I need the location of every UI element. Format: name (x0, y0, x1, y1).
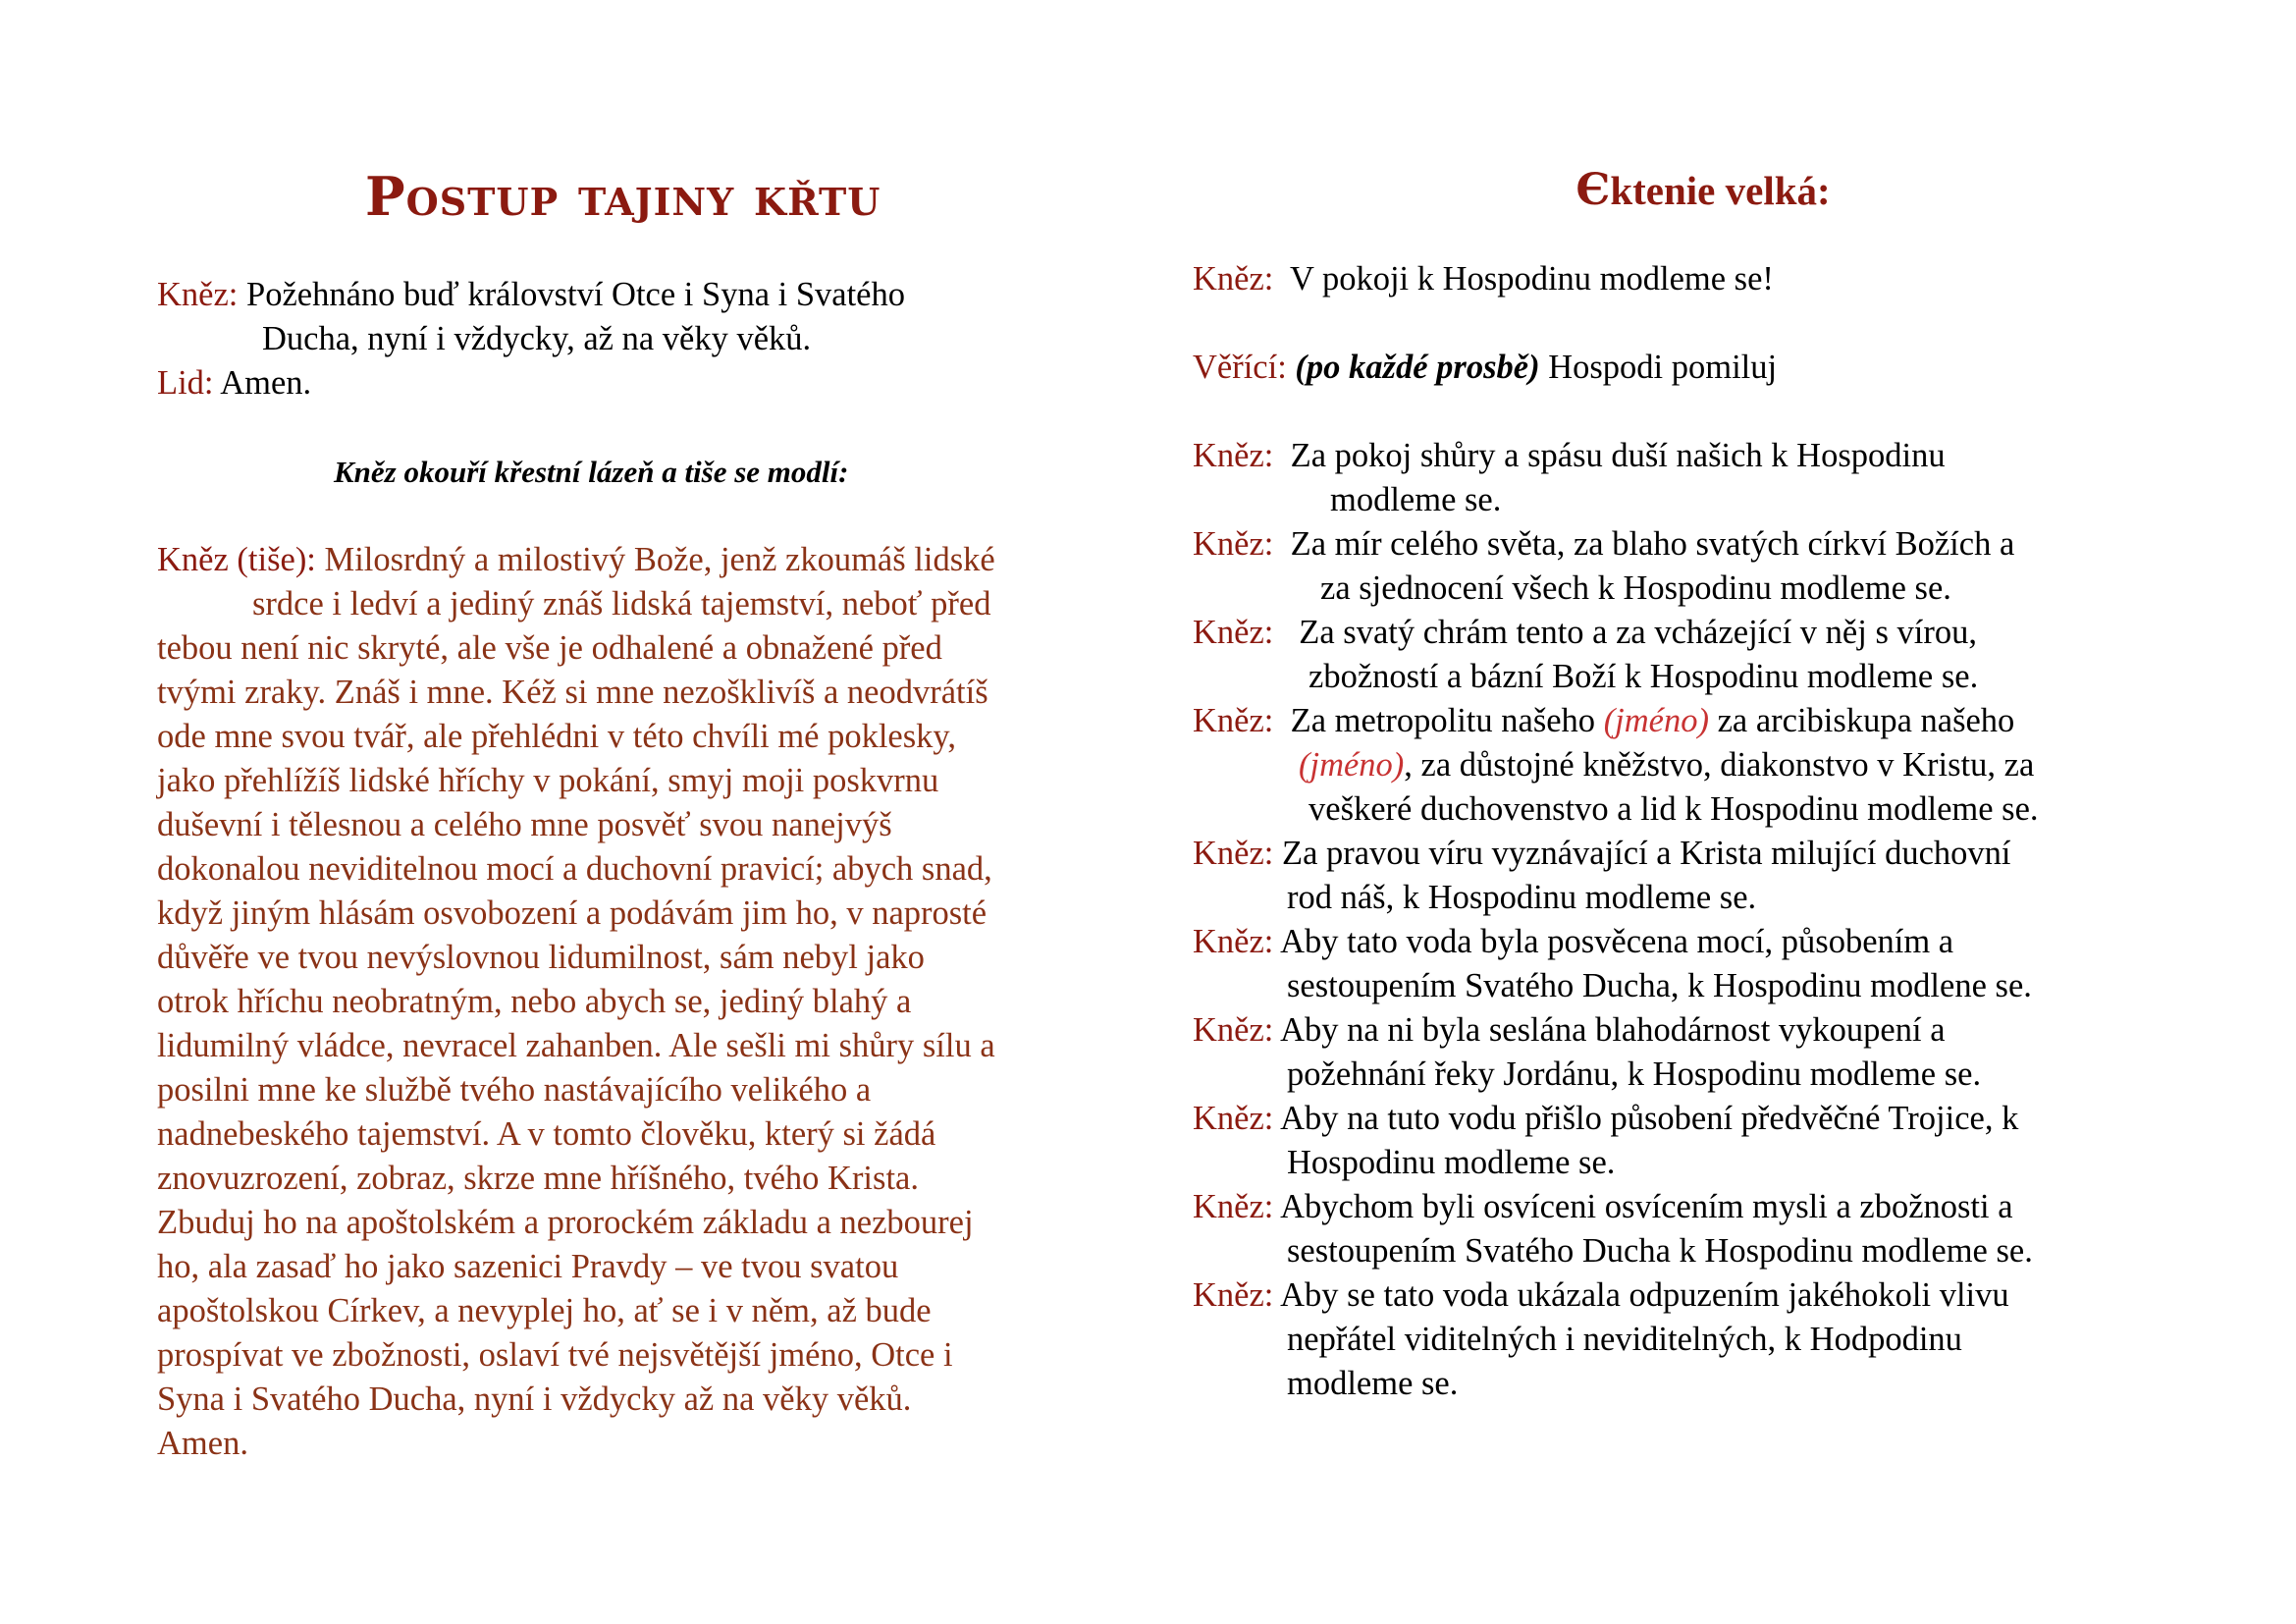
petition-line: Hospodinu modleme se. (1287, 1144, 1616, 1181)
faithful-rubric: (po každé prosbě) (1295, 349, 1540, 386)
speaker-label: Kněz: (1193, 437, 1274, 474)
petition-line (1193, 1008, 1946, 1053)
petition-text: Aby na ni byla seslána blahodárnost vykoupení a (1280, 1011, 1946, 1049)
petition-line: modleme se. (1330, 481, 1502, 518)
petition-line (1193, 920, 1953, 964)
petition-text: Za metropolitu našeho (1290, 702, 1596, 739)
petition-line: veškeré duchovenstvo a lid k Hospodinu modleme se. (1308, 790, 2039, 828)
opening-line-2: Ducha, nyní i vždycky, až na věky věků. (262, 320, 812, 357)
prayer-line: jako přehlížíš lidské hříchy v pokání, smyj moji poskvrnu (157, 762, 939, 799)
speaker-label: Kněz: (1193, 835, 1274, 872)
petition-line: zbožností a bázní Boží k Hospodinu modleme se. (1308, 658, 1979, 695)
prayer-line: Syna i Svatého Ducha, nyní i vždycky až na věky věků. (157, 1380, 912, 1418)
petition-text: Aby tato voda byla posvěcena mocí, působením a (1280, 923, 1954, 960)
prayer-line: nadnebeského tajemství. A v tomto člověku, který si žádá (157, 1115, 936, 1153)
petition-line (1193, 522, 2014, 567)
speaker-label: Lid: (157, 364, 214, 402)
speaker-label: Kněz: (1193, 1011, 1274, 1049)
petition-text: Za mír celého světa, za blaho svatých církví Božích a (1290, 525, 2015, 563)
intro-line (1193, 257, 1774, 301)
speaker-label: Kněz: (1193, 702, 1274, 739)
petition-line: sestoupením Svatého Ducha, k Hospodinu modlene se. (1287, 967, 2032, 1004)
faithful-response-line (1193, 346, 1777, 390)
petition-text: za arcibiskupa našeho (1717, 702, 2015, 739)
opening-line-1 (157, 273, 905, 317)
name-rubric: (jméno) (1299, 746, 1405, 784)
intro-text: V pokoji k Hospodinu modleme se! (1290, 260, 1774, 298)
prayer-line: apoštolskou Církev, a nevyplej ho, ať se i v něm, až bude (157, 1292, 932, 1329)
speaker-label: Kněz: (1193, 1100, 1274, 1137)
prayer-line: Amen. (157, 1425, 248, 1462)
petition-line: modleme se. (1287, 1365, 1459, 1402)
prayer-line: když jiným hlásám osvobození a podávám jim ho, v naprosté (157, 894, 988, 932)
petition-text: Za svatý chrám tento a za vcházející v něj s vírou, (1299, 614, 1977, 651)
petition-text: Za pokoj shůry a spásu duší našich k Hospodinu (1290, 437, 1946, 474)
petition-line: za sjednocení všech k Hospodinu modleme se. (1320, 569, 1951, 607)
ektenie-title (1448, 165, 1958, 215)
ektenie-title-initial: Є (1575, 165, 1611, 215)
prayer-line: ode mne svou tvář, ale přehlédni v této chvíli mé poklesky, (157, 718, 957, 755)
prayer-line: otrok hříchu neobratným, nebo abych se, jediný blahý a (157, 983, 912, 1020)
speaker-label: Kněz: (1193, 260, 1274, 298)
speaker-label: Věřící: (1193, 349, 1287, 386)
prayer-line: posilni mne ke službě tvého nastávajícího velikého a (157, 1071, 872, 1109)
petition-line: sestoupením Svatého Ducha k Hospodinu modleme se. (1287, 1232, 2033, 1270)
response-text: Amen. (220, 364, 312, 402)
petition-text: Aby se tato voda ukázala odpuzením jakéhokoli vlivu (1280, 1276, 2009, 1314)
petition-line (1193, 434, 1946, 478)
rubric-heading: Kněz okouří křestní lázeň a tiše se modlí: (334, 455, 849, 489)
ektenie-title-text: ktenie velká: (1610, 168, 1831, 213)
prayer-text: Milosrdný a milostivý Bože, jenž zkoumáš lidské (324, 541, 995, 578)
opening-text: Požehnáno buď království Otce i Syna i Svatého (246, 276, 905, 313)
speaker-label: Kněz: (1193, 1276, 1274, 1314)
petition-text: Aby na tuto vodu přišlo působení předvěčné Trojice, k (1280, 1100, 2019, 1137)
prayer-line: prospívat ve zbožnosti, oslaví tvé nejsvětější jméno, Otce i (157, 1336, 953, 1374)
page-title: Postup tajiny křtu (365, 165, 881, 228)
petition-line (1193, 1185, 2013, 1229)
prayer-line: znovuzrození, zobraz, skrze mne hříšného, tvého Krista. (157, 1160, 919, 1197)
prayer-line: duševní i tělesnou a celého mne posvěť svou nanejvýš (157, 806, 892, 843)
prayer-line: tebou není nic skryté, ale vše je odhalené a obnažené před (157, 629, 942, 667)
prayer-line: srdce i ledví a jediný znáš lidská tajemství, neboť před (252, 585, 991, 623)
speaker-label: Kněz: (1193, 525, 1274, 563)
response-line (157, 361, 311, 406)
petition-line (1299, 743, 2034, 787)
faithful-text: Hospodi pomiluj (1548, 349, 1778, 386)
petition-line (1193, 1273, 2009, 1318)
speaker-label: Kněz: (1193, 923, 1274, 960)
petition-line (1193, 1097, 2018, 1141)
prayer-line: tvými zraky. Znáš i mne. Kéž si mne nezošklivíš a neodvrátíš (157, 674, 988, 711)
prayer-line: ho, ala zasaď ho jako sazenici Pravdy – ve tvou svatou (157, 1248, 899, 1285)
petition-text: Abychom byli osvíceni osvícením mysli a zbožnosti a (1280, 1188, 2013, 1225)
petition-line (1193, 832, 2011, 876)
prayer-line (157, 538, 995, 582)
prayer-line: dokonalou neviditelnou mocí a duchovní pravicí; abych snad, (157, 850, 992, 888)
speaker-label: Kněz: (1193, 614, 1274, 651)
speaker-label: Kněz: (157, 276, 239, 313)
petition-line: nepřátel viditelných i neviditelných, k Hodpodinu (1287, 1321, 1962, 1358)
speaker-label: Kněz: (1193, 1188, 1274, 1225)
prayer-line: Zbuduj ho na apoštolském a prorockém základu a nezbourej (157, 1204, 974, 1241)
speaker-label: Kněz (tiše): (157, 541, 316, 578)
name-rubric: (jméno) (1603, 702, 1709, 739)
prayer-line: důvěře ve tvou nevýslovnou lidumilnost, sám nebyl jako (157, 939, 925, 976)
prayer-line: lidumilný vládce, nevracel zahanben. Ale sešli mi shůry sílu a (157, 1027, 995, 1064)
petition-text: , za důstojné kněžstvo, diakonstvo v Kristu, za (1404, 746, 2035, 784)
petition-text: Za pravou víru vyznávající a Krista milující duchovní (1282, 835, 2011, 872)
petition-line (1193, 699, 2014, 743)
petition-line (1193, 611, 1977, 655)
petition-line: rod náš, k Hospodinu modleme se. (1287, 879, 1757, 916)
petition-line: požehnání řeky Jordánu, k Hospodinu modleme se. (1287, 1056, 1982, 1093)
